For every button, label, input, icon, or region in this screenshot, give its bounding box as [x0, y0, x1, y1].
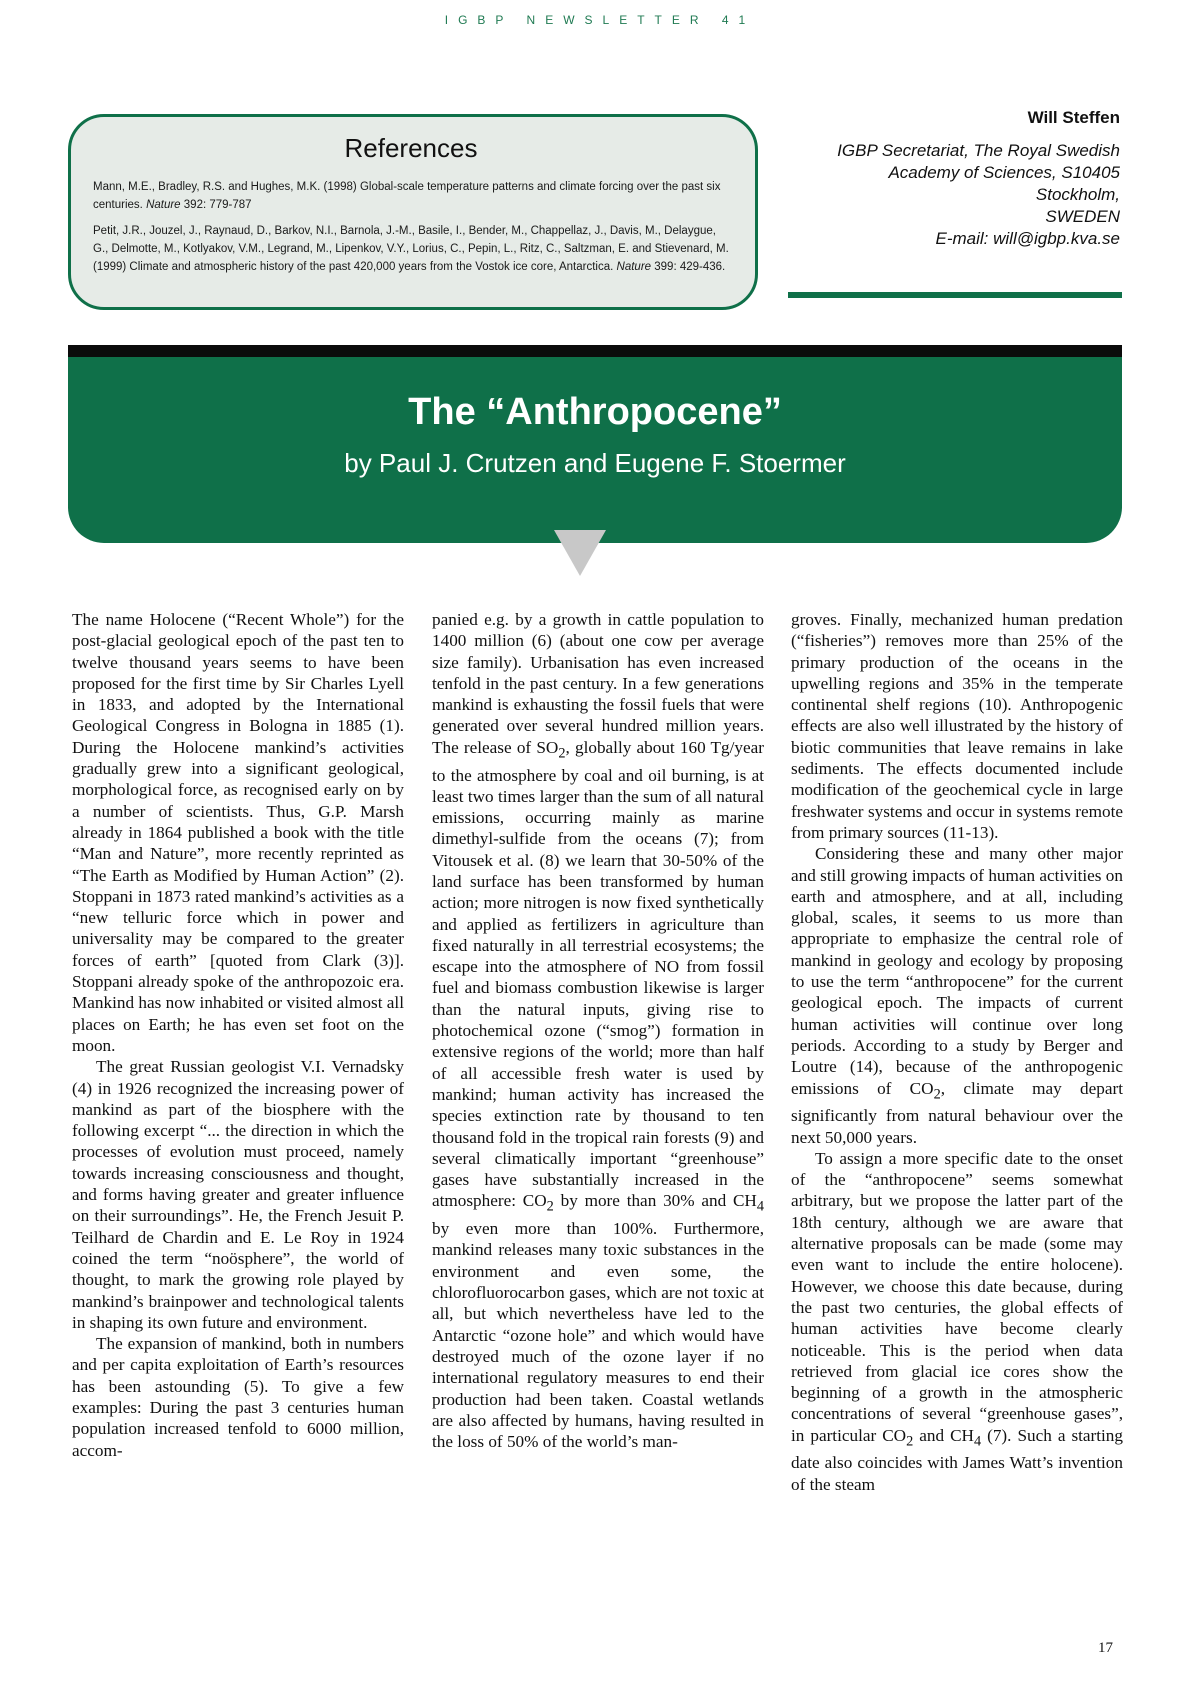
subscript: 2	[546, 1198, 554, 1215]
author-divider	[788, 292, 1122, 298]
subscript: 2	[906, 1433, 914, 1450]
body-paragraph: The great Russian geologist V.I. Vernadsky (4) in 1926 recognized the increasing power of mankind as part of the biosphere with the following excerpt “... the direction in which the processes of evolution must proceed, namely towards increasing consciousness and thought, and forms having greater and greater influence on their surroundings”. He, the French Jesuit P. Teilhard de Chardin and E. Le Roy in 1924 coined the term “noösphere”, the world of thought, to mark the growing role played by mankind’s brainpower and technological talents in shaping its own future and environment.	[72, 1057, 404, 1332]
author-affiliation-line: Academy of Sciences, S10405	[888, 163, 1120, 182]
author-contact-block	[780, 108, 1120, 250]
article-title: The “Anthropocene”	[408, 391, 782, 433]
references-box	[68, 114, 758, 310]
author-country: SWEDEN	[1045, 207, 1120, 226]
subscript: 4	[973, 1433, 982, 1450]
article-banner	[68, 357, 1122, 543]
body-paragraph: The expansion of mankind, both in numbers and per capita exploitation of Earth’s resources has been astounding (5). To give a few examples: During the past 3 centuries human population increased tenfold to 6000 million, accom-	[72, 1334, 404, 1460]
article-column-1	[72, 609, 404, 1461]
article-byline: by Paul J. Crutzen and Eugene F. Stoermer	[344, 448, 846, 478]
body-paragraph: groves. Finally, mechanized human predation (“fisheries”) removes more than 25% of the primary production of the oceans in the upwelling regions and 35% in the temperate continental shelf regions (10). Anthropogenic effects are also well illustrated by the history of biotic communities that leave remains in lake sediments. The effects documented include modification of the geochemical cycle in large freshwater systems and occur in systems remote from primary sources (11-13).	[791, 610, 1123, 842]
body-text: , globally about 160 Tg/year to the atmosphere by coal and oil burning, is at least two times larger than the sum of all natural emissions, occurring mainly as marine dimethyl-sulfide from the oceans (7); from Vitousek et al. (8) we learn that 30-50% of the land surface has been transformed by human action; more nitrogen is now fixed synthetically and applied as fertilizers in agriculture than fixed naturally in all terrestrial ecosystems; the escape into the atmosphere of NO from fossil fuel and biomass combustion likewise is larger than the natural inputs, giving rise to photochemical ozone (“smog”) formation in extensive regions of the world; more than half of all accessible fresh water is used by mankind; human activity has increased the species extinction rate by thousand to ten thousand fold in the tropical rain forests (9) and several climatically important “greenhouse” gases have substantially increased in the atmosphere: CO	[432, 737, 764, 1211]
author-affiliation-line: IGBP Secretariat, The Royal Swedish	[837, 141, 1120, 160]
body-text: (7). Such a starting date also coincides with James Watt’s invention of the steam	[791, 1425, 1123, 1494]
banner-top-rule	[68, 345, 1122, 357]
body-text: and CH	[913, 1425, 974, 1445]
reference-item	[93, 178, 729, 214]
reference-authors: Mann, M.E., Bradley, R.S. and Hughes, M.K. (1998) Global-scale temperature patterns and climate forcing over the past six centuries.	[93, 181, 721, 211]
body-text: by more than 30% and CH	[553, 1191, 757, 1211]
page-number: 17	[1098, 1640, 1113, 1656]
author-email: E-mail: will@igbp.kva.se	[935, 229, 1120, 248]
body-paragraph: The name Holocene (“Recent Whole”) for the post-glacial geological epoch of the past ten to twelve thousand years seems to have been proposed for the first time by Sir Charles Lyell in 1833, and adopted by the International Geological Congress in Bologna in 1885 (1). During the Holocene mankind’s activities gradually grew into a significant geological, morphological force, as recognised early on by a number of scientists. Thus, G.P. Marsh already in 1864 published a book with the title “Man and Nature”, more recently reprinted as “The Earth as Modified by Human Action” (2). Stoppani in 1873 rated mankind’s activities as a “new telluric force which in power and universality may be compared to the greater forces of earth” [quoted from Clark (3)]. Stoppani already spoke of the anthropozoic era. Mankind has now inhabited or visited almost all places on Earth; he has even set foot on the moon.	[72, 610, 404, 1055]
down-arrow-icon	[554, 530, 606, 576]
body-text: , climate may depart significantly from natural behaviour over the next 50,000 years.	[791, 1078, 1123, 1147]
reference-journal: Nature	[616, 261, 652, 273]
article-column-2	[432, 609, 764, 1452]
body-text: panied e.g. by a growth in cattle population to 1400 million (6) (about one cow per average size family). Urbanisation has even increased tenfold in the past century. In a few generations mankind is exhausting the fossil fuels that were generated over several hundred million years. The release of SO	[432, 610, 764, 757]
body-text: Considering these and many other major and still growing impacts of human activities on earth and atmosphere, and at all, including global, scales, it seems to us more than appropriate to emphasize the central role of mankind in geology and ecology by proposing to use the term “anthropocene” for the current geological epoch. The impacts of current human activities will continue over long periods. According to a study by Berger and Loutre (14), because of the anthropogenic emissions of CO	[791, 844, 1123, 1098]
author-name: Will Steffen	[1027, 108, 1120, 127]
reference-citation: 399: 429-436.	[651, 261, 726, 273]
references-title: References	[344, 133, 478, 163]
body-text: by even more than 100%. Furthermore, mankind releases many toxic substances in the environment and even some, the chlorofluorocarbon gases, which are not toxic at all, but which nevertheless have led to the Antarctic “ozone hole” and which would have destroyed much of the ozone layer if no international regulatory measures to end their production had been taken. Coastal wetlands are also affected by humans, having resulted in the loss of 50% of the world’s man-	[432, 1219, 764, 1452]
reference-journal: Nature	[146, 199, 181, 211]
reference-item	[93, 222, 729, 276]
article-column-3	[791, 609, 1123, 1495]
reference-citation: 392: 779-787	[180, 199, 252, 211]
subscript: 4	[756, 1198, 764, 1215]
body-text: To assign a more specific date to the onset of the “anthropocene” seems somewhat arbitrary, but we propose the latter part of the 18th century, although we are aware that alternative proposals can be made (some may even want to include the entire holocene). However, we choose this date because, during the past two centuries, the global effects of human activities have become clearly noticeable. This is the period when data retrieved from glacial ice cores show the beginning of a growth in the atmospheric concentrations of several “greenhouse gases”, in particular CO	[791, 1148, 1123, 1445]
author-city: Stockholm,	[1035, 185, 1120, 204]
body-paragraph	[791, 1148, 1123, 1495]
reference-authors: Petit, J.R., Jouzel, J., Raynaud, D., Barkov, N.I., Barnola, J.-M., Basile, I., Bender, M., Chappellaz, J., Davis, M., Delaygue, G., Delmotte, M., Kotlyakov, V.M., Legrand, M., Lipenkov, V.Y., Lorius, C., Pepin, L., Ritz, C., Saltzman, E. and Stievenard, M. (1999) Climate and atmospheric history of the past 420,000 years from the Vostok ice core, Antarctica.	[93, 225, 729, 273]
newsletter-header: IGBP NEWSLETTER 41	[444, 13, 756, 27]
body-paragraph	[791, 843, 1123, 1148]
body-paragraph	[432, 609, 764, 1452]
subscript: 2	[933, 1085, 941, 1102]
subscript: 2	[558, 745, 566, 762]
